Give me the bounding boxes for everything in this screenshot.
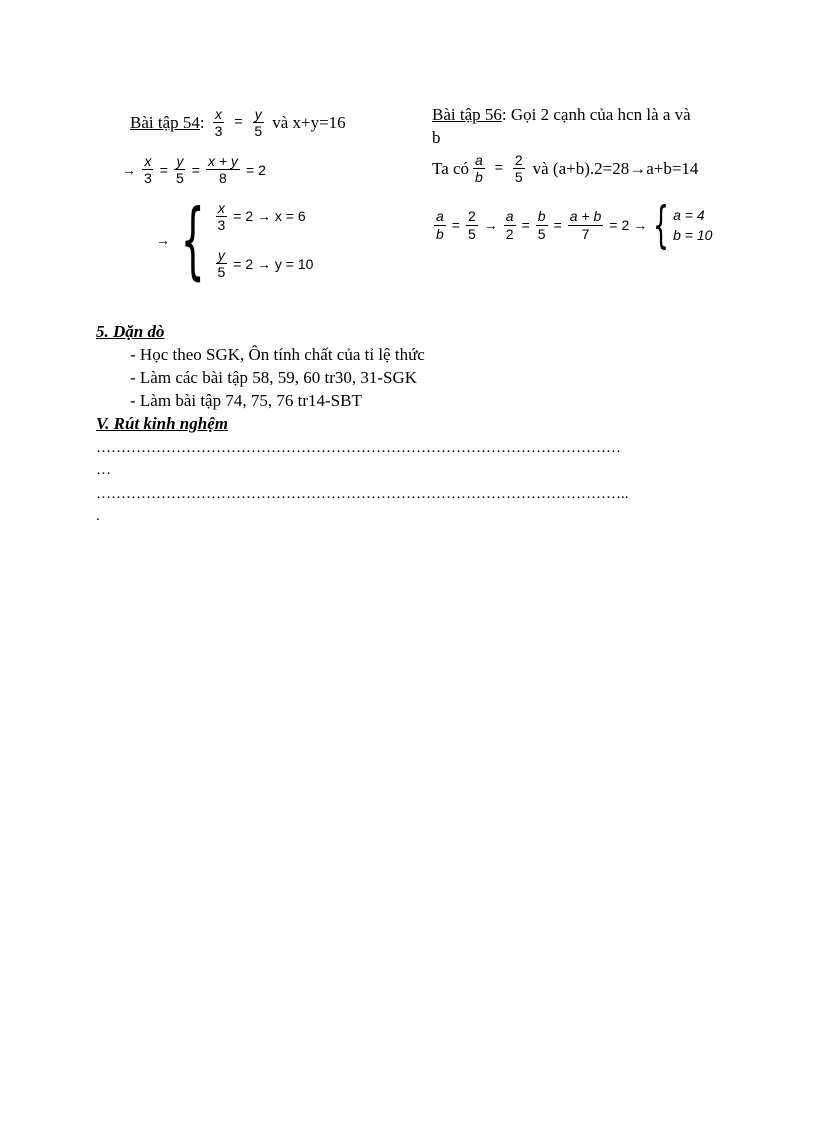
ex54-system: → { $\frac{x}{3}$ = 2 → x = 6 $\frac{y}{5}$ = 2 → y = 10	[156, 191, 314, 289]
ex56-condition: và (a+b).2=28→a+b=14	[532, 158, 699, 178]
section5-item-3: - Làm bài tập 74, 75, 76 tr14-SBT	[130, 391, 362, 410]
ex56-sol-b: b = 10	[673, 227, 713, 243]
section5-item-1: - Học theo SGK, Ôn tính chất của tỉ lệ thức	[130, 345, 425, 364]
arrow-icon: →	[633, 217, 648, 233]
ex56-intro2: b	[432, 128, 441, 147]
sectionV-dotline-2b: .	[96, 508, 100, 524]
left-brace-icon: {	[653, 196, 670, 254]
left-brace-icon: {	[180, 191, 205, 289]
ex56-chain: $\frac{a}{b}$ = $\frac{2}{5}$ → $\frac{a}{2}$ = $\frac{b}{5}$ = $\frac{a + b}{7}$ = 2 → { a = 4 b = 10	[436, 196, 713, 254]
sectionV-heading: V. Rút kinh nghệm	[96, 414, 228, 433]
ex56-taco: Ta có	[432, 158, 470, 178]
ex54-title-line	[130, 106, 346, 139]
ex56-intro: : Gọi 2 cạnh của hcn là a và	[501, 105, 691, 124]
ex54-condition: và x+y=16	[272, 112, 346, 132]
ex54-sys-eq1: = 2 → x = 6	[233, 208, 306, 225]
ex56-given: Ta có $\frac{a}{b}$ = $\frac{2}{5}$ và (a+b).2=28→a+b=14	[432, 152, 699, 186]
ex54-sys-eq2: = 2 → y = 10	[233, 255, 314, 272]
ex54-colon: :	[199, 112, 205, 132]
ex56-sol-a: a = 4	[673, 207, 705, 223]
arrow-icon: →	[156, 232, 170, 248]
section5-heading: 5. Dặn dò	[96, 322, 165, 341]
sectionV-dotline-1b: …	[96, 462, 111, 478]
section5-item-2: - Làm các bài tập 58, 59, 60 tr30, 31-SGK	[130, 368, 418, 387]
ex54-chain: → $\frac{x}{3}$ = $\frac{y}{5}$ = $\frac{x + y}{8}$ = 2	[122, 153, 266, 187]
sectionV-dotline-1: ……………………………………………………………………………………………	[96, 440, 621, 456]
ex54-ratio: $\frac{x}{3}$ = $\frac{y}{5}$	[214, 106, 263, 140]
ex56-title: Bài tập 56	[432, 105, 502, 124]
ex56-title-line	[432, 105, 691, 125]
arrow-icon: →	[483, 217, 498, 233]
arrow-icon: →	[122, 161, 136, 178]
ex54-title: Bài tập 54	[130, 112, 200, 132]
sectionV-dotline-2: ……………………………………………………………………………………………..	[96, 486, 629, 502]
